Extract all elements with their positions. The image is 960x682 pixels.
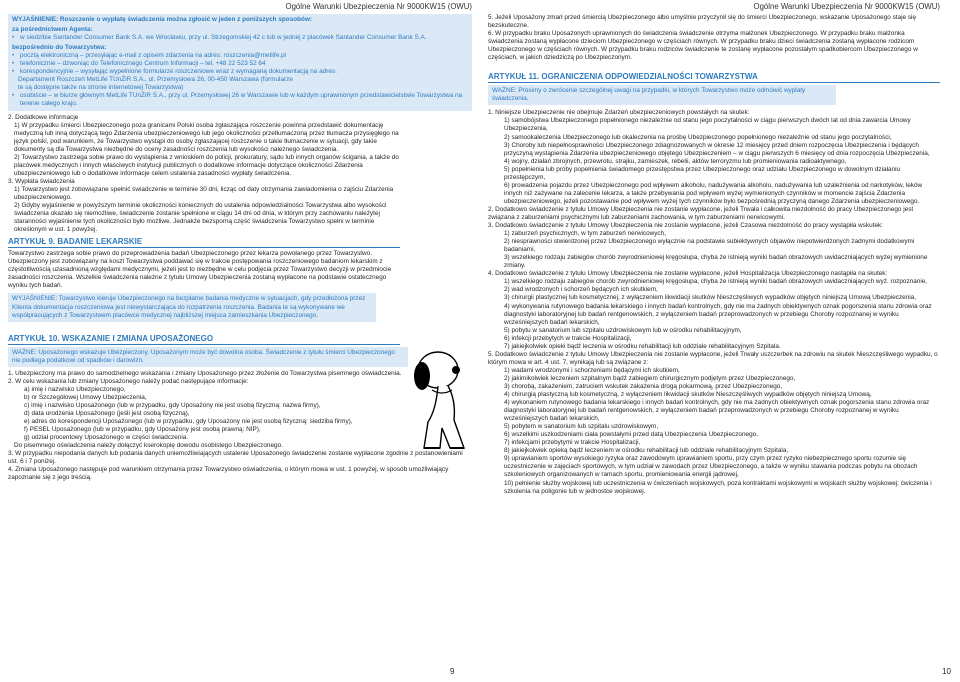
art11-box: WAŻNE: Prosimy o zwrócenie szczególnej uwagi na przypadki, w których Towarzystwo może odmówić wypłaty świadczenia.	[488, 85, 836, 105]
art11-item: 3) Choroby lub niepełnosprawności Ubezpieczonego zdiagnozowanych w okresie 12 miesięcy przed dniem rozpoczęcia Ubezpieczenia i będących przyczyną wystąpienia Zdarzenia ubezpieczeniowego objętego Ubezpieczeniem – w ciągu pierwszych 6 miesięcy od dnia rozpoczęcia Ubezpieczenia,	[504, 141, 930, 157]
art11-item: 6) prowadzenia pojazdu przez Ubezpieczonego pod wpływem alkoholu, nadużywania alkoholu, nadużywania lub uzależnienia od narkotyków, leków innych niż zażywane na zalecenie lekarza, a także przebywania pod wpływem wyżej wymienionych czynników w momencie zajścia Zdarzenia ubezpieczeniowego, jeżeli pozostawanie pod wpływem wyżej tych czynników było bezpośrednią przyczyną danego Zdarzenia ubezpieczeniowego.	[504, 181, 923, 205]
art11-item: 4) wykonaniem rutynowego badania lekarskiego i innych badań kontrolnych, gdy nie ma żadnych obiektywnych oznak pogorszenia stanu zdrowia oraz diagnostyki laboratoryjnej lub badań rentgenowskich, z wyłączeniem badań przeprowadzonych w przebiegu Choroby rozpoznanej w wyniku wcześniejszych badań lekarskich,	[504, 399, 930, 423]
art11-item: 1) zaburzeń psychicznych, w tym zaburzeń nerwicowych,	[504, 230, 666, 238]
art10-item-3: 3. W przypadku niepodania danych lub podania danych uniemożliwiających ustalenie Uposażonego świadczenie zostanie wypłacone zgodnie z postanowieniami ust. 6 i 7 poniżej.	[8, 450, 463, 466]
art11-item: 4) wojny, działań zbrojnych, przewrotu, strajku, zamieszek, rebelii, aktów terroryzmu lub promieniowania radioaktywnego,	[504, 157, 847, 165]
direct-item-email: • pocztą elektroniczną – przesyłając e-mail z opisem zdarzenia na adres: roszczenia@metlife.pl	[12, 52, 468, 60]
art10-note: Do pisemnego oświadczenia należy dołączyć kserokopię dowodu osobistego Ubezpieczonego.	[14, 442, 283, 450]
address-line-2: te są dostępne także na stronie internetowej Towarzystwa)	[18, 84, 184, 92]
agent-heading: za pośrednictwem Agenta:	[12, 26, 93, 34]
art11-item: 5) pobytu w sanatorium lub szpitalu uzdrowiskowym lub w ośrodku rehabilitacyjnym,	[504, 326, 742, 334]
art11-item: 1) wszelkiego rodzaju zabiegów chorób zwyrodnieniowej kręgosłupa, chyba że istnieją wyniki badań obrazowych uwidaczniających wyż. rozpoznanie,	[504, 278, 928, 286]
additional-info-section	[8, 114, 400, 235]
art11-item: 3. Dodatkowo świadczenie z tytułu Umowy Ubezpieczenia nie zostanie wypłacone, jeżeli Czasowa niezdolność do pracy wystąpiła wskutek:	[488, 222, 883, 230]
art11-item: 2) jakimikolwiek leczeniem szpitalnym bądź zabiegiem chirurgicznym podjętym przez Ubezpieczonego,	[504, 374, 796, 382]
art11-item: 6) wszelkimi uszkodzeniami ciała powstałymi przed datą Ubezpieczenia Ubezpieczonego,	[504, 431, 758, 439]
art11-item: 3) wszelkiego rodzaju zabiegów chorób zwyrodnieniowej kręgosłupa, chyba że istnieją wyniki badań obrazowych uwidaczniających wyżej wymienione zmiany.	[504, 254, 928, 270]
art11-item: 2. Dodatkowo świadczenie z tytułu Umowy Ubezpieczenia nie zostanie wypłacone, jeżeli Trwała i całkowita niezdolność do pracy Ubezpieczonego jest związana z zaburzeniami psychicznymi lub zaburzeniami zachowania, w tym zaburzeniami nerwicowymi.	[488, 205, 914, 221]
art10-item-g: g) udział procentowy Uposażonego w części świadczenia.	[24, 434, 189, 442]
right-page	[480, 0, 960, 682]
art11-title: ARTYKUŁ 11. OGRANICZENIA ODPOWIEDZIALNOŚCI TOWARZYSTWA	[488, 72, 940, 83]
claim-methods-box	[8, 14, 472, 111]
art9-text: Towarzystwo zastrzega sobie prawo do przeprowadzenia badań Ubezpieczonego przez lekarza powołanego przez Towarzystwo. Ubezpieczony jest zobowiązany na koszt Towarzystwa poddawać się w trakcie postępowania roszczeniowego badaniom lekarskim z częstotliwością uzasadnioną względami medycznymi, jeżeli jest to niezbędne w celu podjęcia przez Towarzystwo decyzji w przedmiocie zasadności roszczenia. Wszelkie świadczenia należne z tytułu Umowy Ubezpieczenia zostaną wypłacone na podstawie ostatecznego wyniku tych badań.	[8, 250, 392, 290]
left-header: Ogólne Warunki Ubezpieczenia Nr 9000KW15 (OWU)	[285, 2, 472, 11]
art11-item: 2) samookaleczenia Ubezpieczonego lub okaleczenia na prośbę Ubezpieczonego popełnionego niezależnie od stanu jego poczytalności,	[504, 133, 892, 141]
right-column	[488, 0, 940, 496]
art11-item: 7) jakiejkolwiek opieki bądź leczenia w ośrodku rehabilitacji lub oddziale rehabilitacyjnym Szpitala.	[504, 342, 781, 350]
art11-item: 4. Dodatkowo świadczenie z tytułu Umowy Ubezpieczenia nie zostanie wypłacone, jeżeli Hospitalizacja Ubezpieczonego nastąpiła na skutek:	[488, 270, 888, 278]
art11-item: 5. Dodatkowo świadczenie z tytułu Umowy Ubezpieczenia nie zostanie wypłacone, jeżeli Trwały uszczerbek na zdrowiu na skutek Nieszczęśliwego wypadku, o którym mowa w art. 4 ust. 7, wynikają lub są związane z:	[488, 350, 938, 366]
right-header: Ogólne Warunki Ubezpieczenia Nr 9000KW15 (OWU)	[753, 2, 940, 11]
art11-item: 8) jakiejkolwiek opieką bądź leczeniem w ośrodku rehabilitacji lub oddziale rehabilitacyjnym Szpitala,	[504, 447, 789, 455]
address-line-1: Departament Roszczeń MetLife TUnŻiR S.A., ul. Przemysłowa 26, 00-450 Warszawa (formularze	[18, 76, 293, 84]
art10-item-4: 4. Zmiana Uposażonego następuje pod warunkiem otrzymania przez Towarzystwo oświadczenia, o którym mowa w ust. 1 powyżej, w sposób umożliwiający zapoznanie się z jego treścią.	[8, 466, 449, 482]
art10-item-a: a) imię i nazwisko Ubezpieczonego,	[24, 385, 126, 393]
art11-item: 5) popełnienia lub próby popełnienia świadomego przestępstwa przez Ubezpieczonego oraz udziału Ubezpieczonego w dowolnym działaniu przestępczym,	[504, 165, 901, 181]
art10-item-5: 5. Jeżeli Uposażony zmarł przed śmiercią Ubezpieczonego albo umyślnie przyczynił się do śmierci Ubezpieczonego, wskazanie Uposażonego staje się bezskuteczne.	[488, 14, 917, 30]
snoopy-illustration	[398, 340, 476, 460]
art11-item: 3) chirurgii plastycznej lub kosmetycznej, z wyłączeniem likwidacji skutków Nieszczęśliwych wypadków objętych niniejszą Umową Ubezpieczenia,	[504, 294, 916, 302]
art10-item-d: d) data urodzenia Uposażonego (jeśli jest osobą fizyczną),	[24, 409, 190, 417]
art11-item: 10) pełnienie służby wojskowej lub uczestniczenia w ćwiczeniach wojskowych, poza kontraktami wojskowymi w wojskach służby wojskowej: ćwiczenia i szkolenia na poligonie lub w jednostce wojskowej.	[504, 479, 932, 495]
art10-item-c: c) imię i nazwisko Uposażonego (lub w przypadku, gdy Uposażony nie jest osobą fizyczną: nazwa firmy),	[24, 401, 321, 409]
direct-item-personal: • osobiście – w biurze głównym MetLife TUnŻiR S.A., przy ul. Przemysłowej 26 w Warszawie lub w każdym uprawnionym przedstawicielstwie Towarzystwa na terenie całego kraju.	[12, 92, 468, 108]
direct-heading: bezpośrednio do Towarzystwa:	[12, 44, 107, 52]
direct-item-phone: • telefonicznie – dzwoniąc do Telefonicznego Centrum Informacji – tel. +48 22 523 52 64	[12, 60, 468, 68]
art11-list	[488, 109, 940, 495]
left-page-number: 9	[450, 667, 455, 676]
art10-item-1: 1. Ubezpieczony ma prawo do samodzielnego wskazania i zmiany Uposażonego przez złożenie do Towarzystwa pisemnego oświadczenia.	[8, 369, 402, 377]
art11-item: 6) infekcji przebytych w trakcie Hospitalizacji,	[504, 334, 632, 342]
art10-item-6: 6. W przypadku braku Uposażonych uprawnionych do świadczenia świadczenie otrzyma małżonek Ubezpieczonego. W przypadku braku małżonka świadczenia zostaną wypłacone dzieciom Ubezpieczonego w częściach równych. W przypadku braku dzieci świadczenia zostaną wypłacone rodzicom Ubezpieczonego w częściach równych. W przypadku braku rodziców świadczenie te zostanę wypłacone pozostałym spadkobiercom Ubezpieczonego w częściach, w jakich dziedziczą po Ubezpieczonym.	[488, 30, 918, 62]
art9-box: WYJAŚNIENIE: Towarzystwo kieruje Ubezpieczonego na bezpłatne badania medyczne w sytuacjach, gdy przedłożona przez Klienta dokumentacja roszczeniowa jest niewystarczająca do rozpatrzenia roszczenia. Badania te są wykonywane we współpracujących z Towarzystwem placówce medycznej najbliższej miejsca zamieszkania Ubezpieczonego.	[8, 293, 376, 321]
art10-item-b: b) nr Szczegółowej Umowy Ubezpieczenia,	[24, 393, 147, 401]
art11-item: 3) chorobą, zakażeniem, zatruciem wskutek zakażenia drogą pokarmową, przez Ubezpieczonego,	[504, 382, 783, 390]
sec3-item-1: 1) Towarzystwo jest zobowiązane spełnić świadczenie w terminie 30 dni, licząc od daty otrzymania zawiadomienia o zajściu Zdarzenia ubezpieczeniowego.	[14, 185, 394, 201]
agent-item: • w siedzibie Santander Consumer Bank S.A. we Wrocławiu, przy ul. Strzegomskiej 42 c lub w jednej z placówek Santander Consumer Bank S.A.	[12, 34, 468, 42]
art11-item: 9) uprawianiem sportów wysokiego ryzyka oraz zawodowym uprawianiem sportu, przy czym przez ryzyko niebezpiecznego sportu rozumie się uczestniczenie w zajęciach sportowych, w tym udział w zawodach przez Ubezpieczonego, a także w wyniku stawania podczas pobytu na obozach szkoleniowych organizowanych w ramach sportu, promieniowania energii jądrowej,	[504, 455, 918, 479]
art11-item: 4) chirurgią plastyczną lub kosmetyczną, z wyłączeniem likwidacji skutków Nieszczęśliwych wypadków objętych niniejszą Umową,	[504, 391, 872, 399]
art10-continued	[488, 14, 940, 62]
art10-box: WAŻNE: Uposażonego wskazuje Ubezpieczony. Uposażonym może być dowolna osoba. Świadczenie z tytułu śmierci Ubezpieczonego nie podlega podatkowi od spadków i darowizn.	[8, 347, 408, 367]
art10-item-2: 2. W celu wskazania lub zmiany Uposażonego należy podać następujące informacje:	[8, 377, 249, 385]
art10-title: ARTYKUŁ 10. WSKAZANIE I ZMIANA UPOSAŻONEGO	[8, 334, 400, 345]
art11-item: 1) samobójstwa Ubezpieczonego popełnionego niezależnie od stanu jego poczytalności w ciągu pierwszych dwóch lat od dnia zawarcia Umowy Ubezpieczenia,	[504, 117, 911, 133]
sec2-item-2: 2) Towarzystwo zastrzega sobie prawo do wystąpienia z wnioskiem do policji, prokuratury, sądu lub innych organów ścigania, a także do placówek medycznych i innych właściwych instytucji publicznych o dodatkowe informacje dotyczące okoliczności Zdarzenia ubezpieczeniowego lub o dodatkowe informacje celem ustalenia zasadności wypłaty świadczenia.	[14, 153, 399, 177]
sec3-heading: 3. Wypłata świadczenia	[8, 177, 75, 185]
art11-item: 2) wad wrodzonych i schorzeń będących ich skutkiem,	[504, 286, 658, 294]
right-page-number: 10	[942, 667, 951, 676]
art11-item: 2) niesprawności stwierdzonej przez Ubezpieczonego wyłącznie na podstawie subiektywnych objawów niepotwierdzonych żadnymi dodatkowymi badaniami,	[504, 238, 915, 254]
art9-title: ARTYKUŁ 9. BADANIE LEKARSKIE	[8, 237, 400, 248]
art10-item-f: f) PESEL Uposażonego (lub w przypadku, gdy Uposażony jest osobą prawną: NIP),	[24, 426, 261, 434]
claim-methods-intro: WYJAŚNIENIE: Roszczenie o wypłatę świadczenia można zgłosić w jeden z poniższych sposobów:	[12, 16, 313, 23]
art11-item: 1. Niniejsze Ubezpieczenie nie obejmuje Zdarzeń ubezpieczeniowych powstałych na skutek:	[488, 109, 750, 117]
art10-item-e: e) adres do korespondencji Uposażonego (lub w przypadku, gdy Uposażony nie jest osobą fizyczną: siedziba firmy),	[24, 417, 353, 425]
sec3-item-2: 2) Gdyby wyjaśnienie w powyższym terminie okoliczności koniecznych do ustalenia odpowiedzialności Towarzystwa albo wysokości świadczenia okazało się niemożliwe, świadczenie zostanie spełnione w ciągu 14 dni od dnia, w którym przy zachowaniu należytej staranności wyjaśnienie tych okoliczności było możliwe. Jednakże bezsporną część świadczenia Towarzystwo spełni w terminie określonym w ust. 1 powyżej.	[14, 202, 387, 234]
art11-item: 5) pobytem w sanatorium lub szpitalu uzdrowiskowym,	[504, 423, 659, 431]
art11-item: 7) infekcjami przebytymi w trakcie Hospitalizacji,	[504, 439, 641, 447]
sec2-item-1: 1) W przypadku śmierci Ubezpieczonego poza granicami Polski osoba zgłaszająca roszczenie powinna przedstawić dokumentację medyczną lub inną dotyczącą tego Zdarzenia ubezpieczeniowego lub jego okoliczności przetłumaczoną przez tłumacza przysięgłego na język polski, pod warunkiem, że Towarzystwo wystąpi do osoby zgłaszającej roszczenie o takie tłumaczenie w sytuacji, gdy takie dokumenty są dla Towarzystwa niezbędne do oceny zasadności roszczenia lub wysokości należnego świadczenia.	[14, 121, 399, 153]
art11-item: 4) wykonywania rutynowego badania lekarskiego i innych badań kontrolnych, gdy nie ma żadnych obiektywnych oznak pogorszenia stanu zdrowia oraz diagnostyki laboratoryjnej lub badań rentgenowskich, z wyłączeniem badań przeprowadzonych w przebiegu Choroby rozpoznanej w wyniku wcześniejszych badań lekarskich,	[504, 302, 932, 326]
sec2-heading: 2. Dodatkowe informacje	[8, 113, 79, 121]
direct-item-mail: • korespondencyjnie – wysyłając wypełnione formularze roszczeniowe wraz z wymaganą dokumentacją na adres:	[12, 68, 468, 76]
art11-item: 1) wadami wrodzonymi i schorzeniami będącymi ich skutkiem,	[504, 366, 680, 374]
